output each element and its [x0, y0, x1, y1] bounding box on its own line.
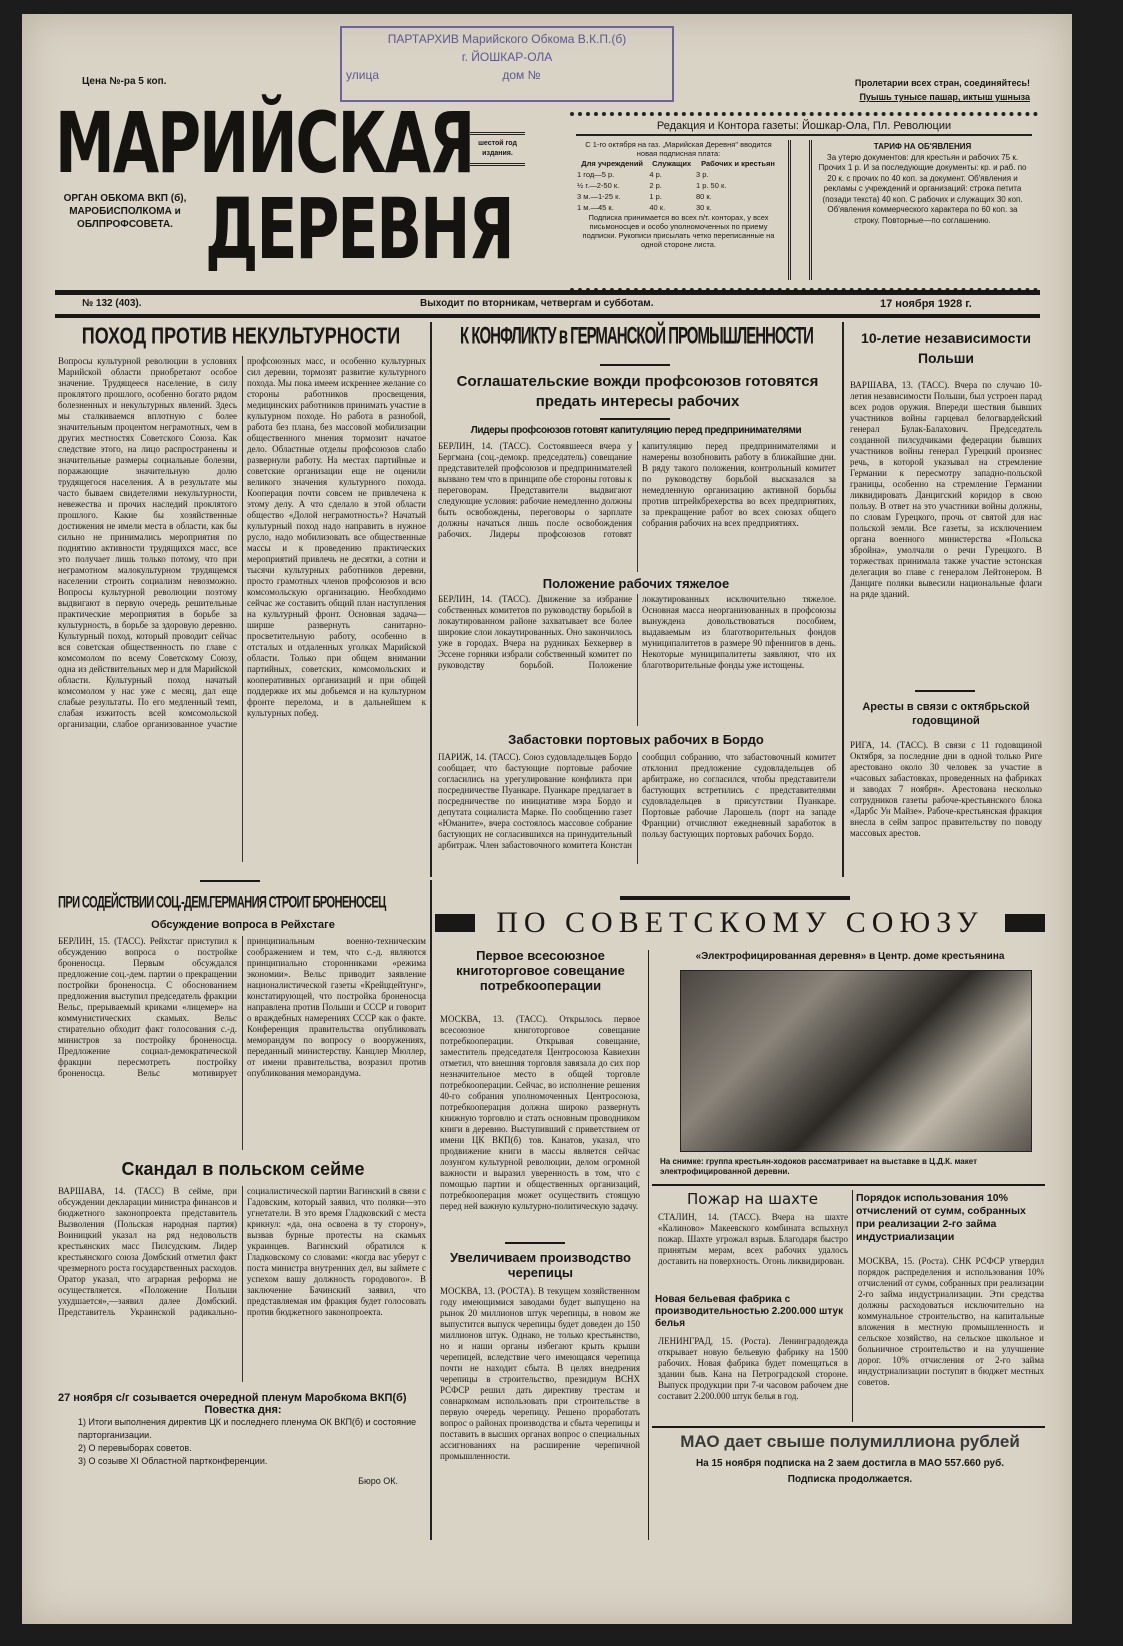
subheadline: Аресты в связи с октябрьской годовщиной	[862, 701, 1030, 727]
cell: 30 к.	[695, 203, 712, 212]
headline-books: Первое всесоюзное книготорговое совещание потребкооперации	[456, 948, 625, 993]
subscription-intro: С 1-го октября на газ. „Марийская Деревня" вводится новая подписная плата:	[585, 140, 772, 158]
archive-stamp	[340, 26, 674, 102]
article-books: МОСКВА, 13. (ТАСС). Открылось первое всесоюзное книготорговое совещание потребкооперации. Открывая совещание, заместитель председателя Центросоюза Кавиехин отметил, что внешняя торговля завязала до сих пор незначительное место в общей торговле потребкооперации. Сейчас, во исполнение решения 40-го собрания уполномоченных Центросоюза, потребкооперация должна широко развернуть книжную торговлю и стать основным проводником книги в деревню. Выступивший с приветствием от имени ЦК ВКП(б) тов. Канатов, указал, что продвижение книги в массы является сейчас лозунгом культурной революции, делом огромной важности и выразил уверенность в том, что с помощью партии и общественных организаций, потребкооперация может осуществить стоящую перед ней важную культурно-политическую задачу.	[440, 1014, 640, 1211]
agenda-item: 1) Итоги выполнения директив ЦК и последнего пленума ОК ВКП(б) и состояние парторганизации.	[78, 1417, 417, 1440]
subscription-table	[576, 158, 781, 213]
article-text: РИГА, 14. (ТАСС). В связи с 11 годовщиной Октября, за последние дни в одной только Риге арестовано около 30 человек за участие в «часовых забастовках, проведенных на фабриках и заводах 7 ноября». Арестована несколько сотрудников газеты рабоче-крестьянского блока «Дарбс Ун Майзе». Рабоче-крестьянская фракция внесла в сейм запрос правительству по поводу массовых арестов.	[850, 740, 1042, 838]
headline-loan: Порядок использования 10% отчислений от сумм, собранных при реализации 2-го займа индустриализации	[856, 1192, 1026, 1243]
mao-note: Подписка продолжается.	[787, 1474, 913, 1485]
article-tiles: МОСКВА, 13. (РОСТА). В текущем хозяйственном году имеющимися заводами будет выпущено на рынок 20 миллионов штук черепицы, в новом же выпустится выпуск черепицы будет доведен до 150 миллионов штук. Однако, не только крестьянство, но и наши органы избегают крыть крыши черепицей, вследствие чего имеющаяся черепица почти не находит сбыта. В целях внедрения черепицы в строительство, президиум ВСНХ РСФСР решил дать директиву трестам и совнаркомам использовать при строительстве в первую очередь черепицу. Решено проработать вопрос о районах производства и сбыта черепицы и поставить в высших органах вопрос о специальных ассигнованиях на расширение черепичной промышленности.	[440, 1286, 640, 1461]
headline-mao: МАО дает свыше полумиллиона рублей	[680, 1432, 1020, 1451]
stamp-line: ПАРТАРХИВ Марийского Обкома В.К.П.(б)	[387, 32, 627, 46]
headline-poland: 10-летие независимости Польши	[861, 330, 1031, 366]
info-box	[570, 112, 1038, 292]
article-warship: БЕРЛИН, 15. (ТАСС). Рейхстаг приступил к обсуждению вопроса о постройке броненосца. Первым обсуждался предложение соц.-дем. партии о прекращении постройки броненосца. С обоснованием предложения выступил председатель фракции Вельс, прерываемый криками «лицемер» на коммунистических скамьях. Вельс стирательно обходит факт голосования с.-д. министров за постройку броненосца. Предложение социал-демократической фракции пересмотреть постройку броненосца. Вельс мотивирует принципиальным военно-техническим соображением и тем, что с.-д. являются принципиально сторонниками «режима экономии». Вельс приводит заявление националистической газеты «Крейццейтунг», констатирующей, что постройка броненосца направлена против Польши и СССР и говорит о враждебных намерениях СССР как о факте. Конференция правительства опубликовать меморандум по вопросу о вооружениях, переданный министерству. Канцлер Мюллер, от имени правительства, возразил против опубликования меморандума.	[58, 936, 426, 1078]
year-of-publication: шестой год издания.	[470, 132, 525, 166]
issue-number: № 132 (403).	[82, 298, 142, 309]
banner-block-icon	[435, 914, 475, 932]
column-rule	[430, 880, 432, 1540]
stamp-line: г. ЙОШКАР-ОЛА	[461, 50, 553, 64]
slogan: Пролетарии всех стран, соединяйтесь!	[854, 78, 1030, 88]
signature: Бюро ОК.	[358, 1476, 398, 1486]
cell: 1 р.	[649, 192, 662, 201]
subscription-block	[576, 140, 781, 249]
article-text: БЕРЛИН, 14. (ТАСС). Движение за избрание собственных комитетов по руководству борьбой в локаутированном районе захватывает все более широкие слои локаутированных. Оно закончилось уже в городах. Вчера на рудниках Бехкервер в Эссене горняки избрали собственный комитет по руководству борьбой. Положение локаутированных исключительно тяжелое. Основная масса неорганизованных в профсоюзы вынуждена довольствоваться пособием, выдаваемым из благотворительных фондов муниципалитетов в размере 90 пфеннигов в день. Некоторые муниципалитеты заявляют, что их благотворительные фонды уже истощены.	[438, 594, 836, 670]
headline-sejm: Скандал в польском сейме	[121, 1159, 365, 1179]
subheadline-germany: Соглашательские вожди профсоюзов готовятся предать интересы рабочих	[456, 373, 819, 410]
divider	[620, 896, 850, 900]
plenum-title: 27 ноября с/г созывается очередной пленум Маробкома ВКП(б)	[58, 1392, 407, 1404]
headline-warship: ПРИ СОДЕЙСТВИИ СОЦ.-ДЕМ.ГЕРМАНИЯ СТРОИТ БРОНЕНОСЕЦ	[58, 891, 386, 912]
cell: 2 р.	[649, 181, 662, 190]
divider	[652, 1426, 1045, 1428]
article-text: ЛЕНИНГРАД, 15. (Роста). Ленинградодежда открывает новую бельевую фабрику на 1500 рабочих. Новая фабрика будет помещаться в здании быв. Кана на Петроградской стороне. Выпуск продукции при 7-и часовом рабочем дне составит 2.200.000 штук белья в год.	[658, 1336, 848, 1401]
cell: 4 р.	[649, 170, 662, 179]
cell: ½ г.—2-50 к.	[577, 181, 620, 190]
price: Цена №-ра 5 коп.	[82, 76, 167, 87]
headline-tiles: Увеличиваем производство черепицы	[450, 1250, 631, 1280]
tariff-block	[815, 142, 1030, 226]
stamp-line	[342, 68, 672, 82]
headline-germany: К КОНФЛИКТУ в ГЕРМАНСКОЙ ПРОМЫШЛЕННОСТИ	[460, 322, 813, 351]
section-banner	[435, 903, 1045, 943]
editorial-address: Редакция и Контора газеты: Йошкар-Ола, Пл. Революции	[576, 120, 1032, 136]
slogan: Пуышь тунысе пашар, иктыш ушныза	[859, 92, 1030, 102]
masthead-title-1: МАРИЙСКАЯ	[55, 95, 474, 193]
subheadline: Забастовки портовых рабочих в Бордо	[508, 732, 764, 747]
subheadline: Новая бельевая фабрика с производительностью 2.200.000 штук белья	[655, 1294, 844, 1329]
agenda-item: 3) О созыве XI Областной партконференции.	[78, 1456, 268, 1466]
article-loan: МОСКВА, 15. (Роста). СНК РСФСР утвердил порядок распределения и использования 10% отчислений от сумм, собранных при реализации 2-го займа индустриализации. Эти средства должны расходоваться исключительно на коммунальное строительство, на капитальные вложения в местную промышленность и сельское хозяйство, на сельское школьное и больничное строительство и на улучшение дорог. 10% отчисления от 2-го займа индустриализации поступят в бюджет местных советов.	[858, 1256, 1044, 1387]
stamp-house: дом №	[502, 68, 541, 82]
column-rule	[852, 1190, 853, 1422]
article-text: БЕРЛИН, 14. (ТАСС). Состоявшееся вчера у Бергмана (соц.-демокр. председатель) совещание представителей профсоюзов и предпринимателей вызвано тем что в принципе обе стороны готовы к переговорам. Представители выдвигают следующие условия: рабочие немедленно должны быть освобождены, переговоры о зарплате должны начаться лишь после освобождения рабочих. Лидеры профсоюзов готовят капитуляцию перед предпринимателями и намерены возобновить работу в ближайшие дни. В ряду такого положения, контрольный комитет по руководству борьбой высказался за немедленную организацию активной борьбы против штрейкбрехерства во всех предприятиях, за прекращение работ во всех союзах общего собрания рабочих на всех предприятиях.	[438, 441, 836, 539]
divider	[600, 418, 670, 420]
section-title: ПО СОВЕТСКОМУ СОЮЗУ	[496, 906, 984, 939]
photo-caption: На снимке: группа крестьян-ходоков рассматривает на выставке в Ц.Д.К. макет электрофицированной деревни.	[660, 1157, 978, 1176]
divider	[200, 880, 260, 882]
publication-schedule: Выходит по вторникам, четвергам и субботам.	[420, 298, 654, 309]
plenum-notice	[58, 1392, 428, 1486]
divider	[505, 1242, 565, 1244]
tariff-text: За утерю документов: для крестьян и рабочих 75 к. Прочих 1 р. И за последующие документы: кр. и раб. по 20 к. с прочих по 40 коп. за документ. Об'явления и рекламы с учреждений и организаций: строка петита (позади текста) 40 коп. С рабочих и служащих 30 коп. Об'явления коммерческого характера по 60 коп. за строку. Повторные—по соглашению.	[818, 152, 1027, 225]
agenda-item: 2) О перевыборах советов.	[78, 1443, 192, 1453]
article-fire: СТАЛИН, 14. (ТАСС). Вчера на шахте «Калиново» Макеевского комбината вспыхнул пожар. Шахте угрожал взрыв. Благодаря быстро принятым мерам, всех рабочих удалось доставить на поверхность. Огонь ликвидирован.	[658, 1212, 848, 1266]
article-sejm: ВАРШАВА, 14. (ТАСС) В сейме, при обсуждении декларации министра финансов и бюджетного законопроекта представитель Вызволения (Польская народная партия) Воиницкий указал на ряд недовольств крестьянских масс Пилсудским. Лидер крестьянского союза Домбский отметил факт чрезмерного роста государственных расходов. Оратор указал, что аграрная реформа не осуществляется. «Положение Польши ухудшается»,—заявил далее Домбский. Представитель Украинской радикально-социалистической партии Вагинский в связи с Гадовским, который заявил, что поляки—это угнетатели. В это время Гладковский с места крикнул: «да, она освоена в ту сторону», вызвав бурные протесты на скамьях украинцев. Вагинский обратился к Гладковскому со словами: «когда вас уберут с поста министра внутренних дел, вы займете с успехом вашу должность городового». В заключение Бачинский заявил, что представляемая им фракция будет голосовать против бюджетного законопроекта.	[58, 1186, 426, 1317]
divider	[600, 364, 670, 366]
col-head: Для учреждений	[581, 159, 644, 168]
subheadline: Обсуждение вопроса в Рейхстаге	[151, 919, 335, 931]
stamp-street: улица	[346, 68, 379, 82]
article-text: ПАРИЖ, 14. (ТАСС). Союз судовладельцев Бордо сообщает, что бастующие портовые рабочие согласились на урегулирование конфликта при посредничестве Пуанкаре. Пуанкаре предлагает в посредничестве по инициативе мэра Бордо и депутата социалиста Марке. По сообщению газет «Юманите», вчера состоялось массовое собрание бастующих не согласившихся на принудительный арбитраж. Член забастовочного комитета Констан сообщил собранию, что забастовочный комитет отклонил предложение судовладельцев об арбитраже, но согласился, чтобы представители бастующих встретились с представителями судовладельцев в присутствии Пуанкаре. Портовые рабочие Ларошель (порт на западе Франции) отчисляют ежедневный заработок в пользу бастующих портовых рабочих Бордо.	[438, 752, 836, 850]
cell: 1 р. 50 к.	[695, 181, 727, 190]
masthead-organ: ОРГАН ОБКОМА ВКП (б), МАРОБИСПОЛКОМА и ОБЛПРОФСОВЕТА.	[63, 193, 187, 230]
divider	[55, 314, 1040, 318]
subscription-note: Подписка принимается во всех п/т. конторах, у всех письмоносцев и особо уполномоченных по приему подписки. Рукописи присылать четко переписанные на одной стороне листа.	[582, 213, 775, 249]
article-poland: ВАРШАВА, 13. (ТАСС). Вчера по случаю 10-летия независимости Польши, был устроен парад всех родов оружия. Впереди шествия бывших участников войны гарцевал белогвардейский генерал Булак-Балахович. Председатель созданной пилсудчиками федерации бывших участников войны генерал Гурецкий произнес речь, в которой указывал на стремление Германии к пересмотру западно-польской границы, особенно на стремление Германии ликвидировать Данцигский коридор в свою пользу. В ответ на это участники войны должны, по словам Гурецкого, прочь от святой для нас польской земли. Все газеты, за исключением органа военного министерства «Польска збройна», умолчали о речи Гурецкого. В торжествах принимала также участие эстонская делегация во главе с генералом Лейтонером. В Данциге поляки вывесили национальные флаги на ряде зданий.	[850, 380, 1042, 599]
cell: 80 к.	[695, 192, 712, 201]
photo-peasants-model-village	[680, 970, 1032, 1152]
banner-block-icon	[1005, 914, 1045, 932]
cell: 3 м.—1-25 к.	[577, 192, 621, 201]
mao-text: На 15 ноября подписка на 2 заем достигла в МАО 557.660 руб.	[695, 1458, 1005, 1469]
subheadline: Лидеры профсоюзов готовят капитуляцию перед предпринимателями	[470, 425, 802, 436]
divider	[915, 690, 975, 692]
cell: 1 год—5 р.	[577, 170, 615, 179]
cell: 40 к.	[649, 203, 666, 212]
col-head: Служащих	[652, 159, 692, 168]
tariff-title: ТАРИФ НА ОБ'ЯВЛЕНИЯ	[873, 142, 972, 151]
headline-culture: ПОХОД ПРОТИВ НЕКУЛЬТУРНОСТИ	[81, 322, 401, 349]
column-rule	[842, 322, 844, 877]
article-culture: Вопросы культурной революции в условиях Марийской области приобретают особое значение. Трудящееся население, в силу проклятого прошлого, особенно богато рядом болезненных и некультурных явлений. Здесь мы сталкиваемся вплотную с более значительным процентом неграмотных, чем в других местностях Советского Союза. Как следствие этого, на лицо распространены и значительные размеры социальные болезни, поражающие значительную долю трудящегося населения. А в результате мы часто бываем свидетелями некультурности, невежества и прочих наследий проклятого прошлого. Какие бы хозяйственные достижения не имели места в области, как бы сильно не принимались мероприятия по поднятию активности трудящихся масс, все это получает лишь только потому, что при неграмотном малокультурном трудящемся населении строить социализм невозможно. Вопросы культурной революции поэтому выдвигают в первую очередь решительные практические мероприятия в борьбе за культурность, в борьбе за здоровую деревню. Культурный поход, который проводит сейчас вся советская общественность по главе с комсомолом по всему Советскому Союзу, одна из действительных мер и для Марийской области. Культурный поход начатый комсомолом у нас уже с месяц, дал еще слабые результаты. По его медленный темп, слабая изжитость всей комсомольской организации, слабое организованное участие профсоюзных масс, и особенно культурных сил деревни, тормозят развитие культурного похода. Мы пока имеем искреннее желание со стороны работников просвещения, медицинских работников принимать участие в культурном походе. Но работа в разнобой, работа без плана, без массовой мобилизации общественного мнения тормозит начатое дело. Областные отделы профсоюзов слабо развернули работу. На местах партийные и советские организации еще не оценили великого значения культурного похода. Кооперация почти совсем не привлечена к этому делу. А что сделало в этой области общество «Долой неграмотность»? Начатый культурный поход надо направить в нужное русло, надо мобилизовать все общественные массы и к проведению практических мероприятий привлечь не десятки, а сотни и тысячи культурных работников деревни, просто грамотных членов профсоюзов и всю комсомольскую организацию. Необходимо сейчас же составить общий план наступления на культурный фронт. Основная задача—ширше развернуть санитарно-просветительную работу, особенно в отсталых и отдаленных уголках Марийской области. Только при общем внимании партийных, советских, комсомольских и кооперативных организаций и при общей поддержке их мы добьемся и на культурном фронте перелома, и в дальнейшем к культурных побед.	[58, 356, 426, 729]
masthead-title-2: ДЕРЕВНЯ	[205, 181, 513, 279]
photo-title: «Электрофицированная деревня» в Центр. доме крестьянина	[695, 951, 1005, 962]
issue-date: 17 ноября 1928 г.	[880, 298, 972, 310]
column-rule	[430, 322, 432, 877]
cell: 1 м.—45 к.	[577, 203, 614, 212]
divider	[55, 290, 1040, 295]
divider	[652, 1184, 1045, 1186]
subheadline: Положение рабочих тяжелое	[542, 576, 730, 591]
agenda-title: Повестка дня:	[204, 1404, 282, 1416]
col-head: Рабочих и крестьян	[701, 159, 775, 168]
slogans	[800, 76, 1030, 104]
cell: 3 р.	[695, 170, 709, 179]
column-rule	[648, 950, 649, 1540]
divider	[788, 140, 812, 280]
headline-fire: Пожар на шахте	[687, 1190, 818, 1208]
